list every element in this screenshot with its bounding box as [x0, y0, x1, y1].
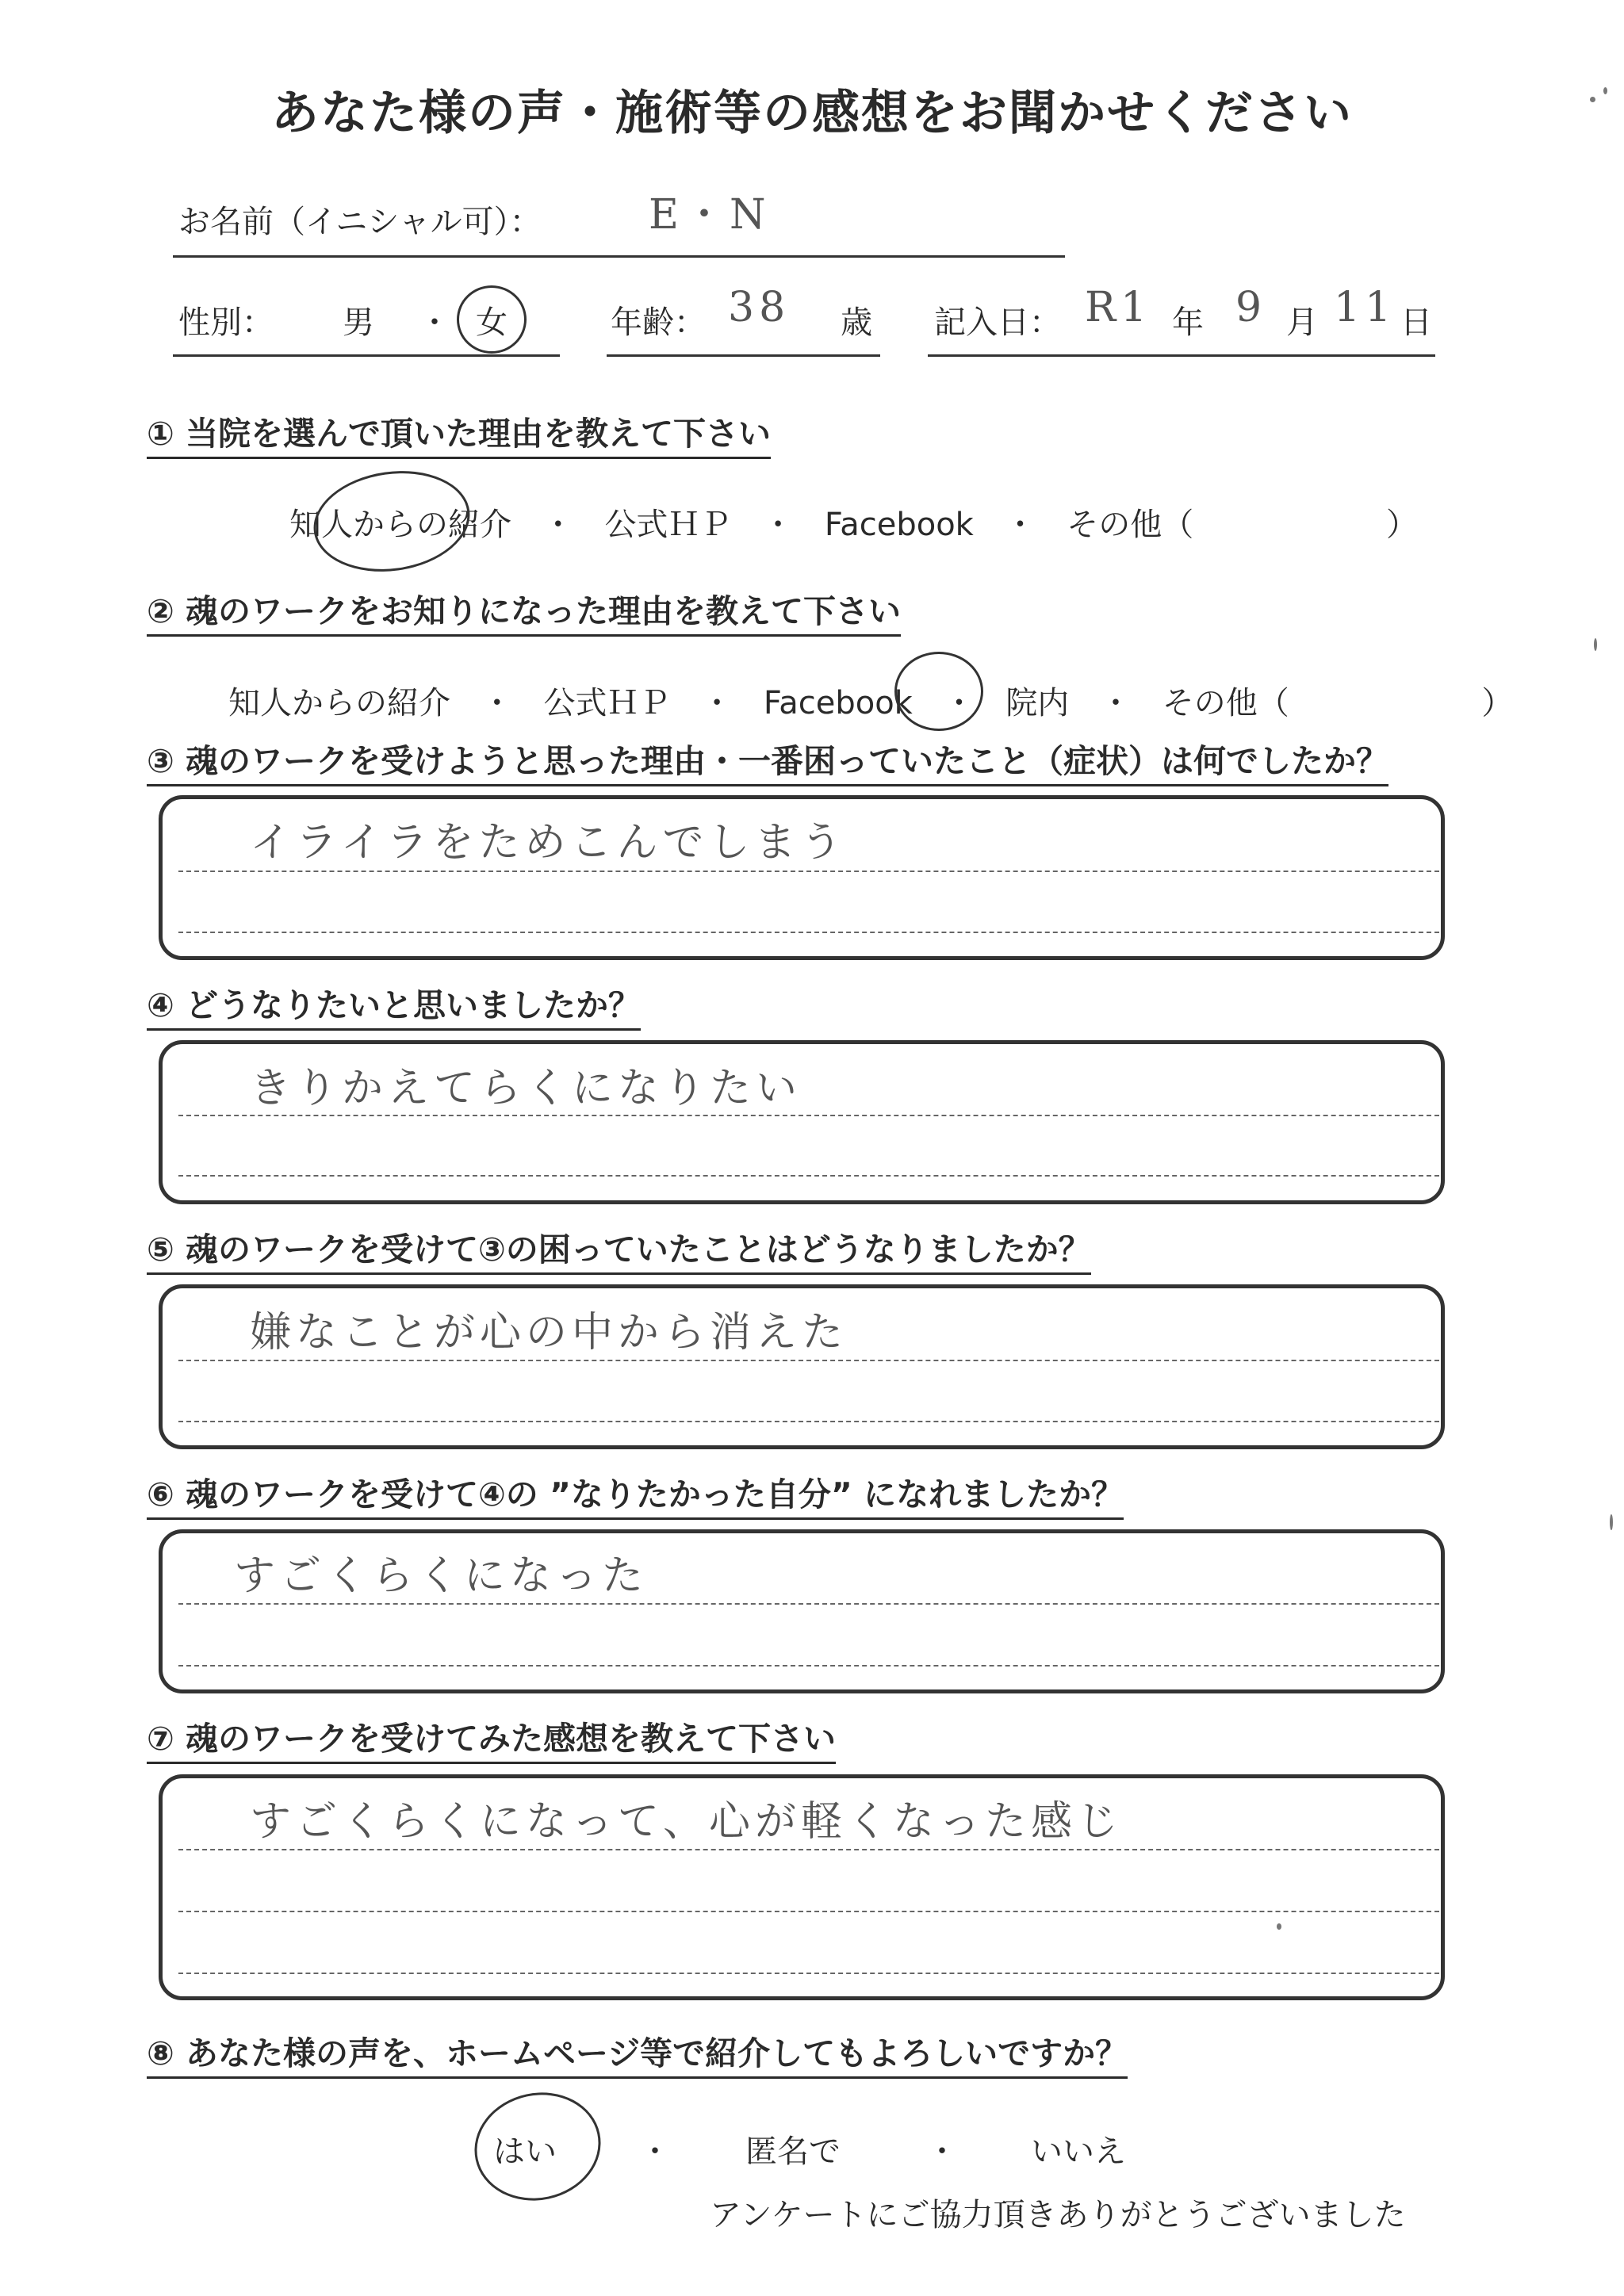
- question-2-options: [228, 678, 1534, 723]
- answer-6-text[interactable]: すごくらくになった: [234, 1552, 649, 1600]
- answer-line: [178, 1115, 1439, 1116]
- date-label: 記入日：: [934, 304, 1061, 341]
- option-separator: ・: [943, 685, 975, 721]
- name-value[interactable]: E・N: [649, 191, 771, 239]
- gender-underline: [173, 354, 560, 357]
- option-other-close: ）: [1481, 685, 1514, 721]
- date-month-unit: 月: [1286, 304, 1318, 341]
- option-official-hp[interactable]: 公式ＨＰ: [604, 507, 732, 543]
- answer-line: [178, 932, 1439, 933]
- answer-5-text[interactable]: 嫌なことが心の中から消えた: [250, 1309, 848, 1357]
- answer-line: [178, 1360, 1439, 1361]
- question-4-heading: ④ どうなりたいと思いましたか？: [147, 985, 641, 1031]
- option-separator: ・: [1004, 507, 1036, 543]
- scan-speck: [1594, 638, 1597, 651]
- question-3-heading: ③ 魂のワークを受けようと思った理由・一番困っていたこと（症状）は何でしたか？: [147, 741, 1388, 786]
- option-official-hp[interactable]: 公式ＨＰ: [543, 685, 671, 721]
- option-separator: ・: [542, 507, 574, 543]
- question-6-heading: ⑥ 魂のワークを受けて④の ”なりたかった自分” になれましたか？: [147, 1475, 1124, 1520]
- age-unit: 歳: [841, 304, 872, 341]
- date-month[interactable]: 9: [1235, 284, 1267, 331]
- option-other-close: ）: [1385, 507, 1418, 543]
- option-separator: ・: [926, 2133, 958, 2170]
- option-separator: ・: [481, 685, 513, 721]
- option-facebook[interactable]: Facebook: [763, 685, 913, 721]
- age-label: 年齢：: [611, 304, 706, 341]
- thank-you-message: アンケートにご協力頂きありがとうございました: [710, 2197, 1406, 2233]
- question-8-heading: ⑧ あなた様の声を、ホームページ等で紹介してもよろしいですか？: [147, 2034, 1128, 2079]
- scan-speck: [1610, 1514, 1613, 1530]
- consent-yes[interactable]: はい: [493, 2133, 557, 2170]
- answer-7-text[interactable]: すごくらくになって、心が軽くなった感じ: [250, 1798, 1123, 1846]
- age-value[interactable]: 38: [728, 284, 791, 331]
- answer-line: [178, 1849, 1439, 1850]
- option-referral[interactable]: 知人からの紹介: [228, 685, 450, 721]
- answer-4-text[interactable]: きりかえてらくになりたい: [250, 1065, 802, 1112]
- selection-circle: [307, 461, 476, 581]
- gender-label: 性別：: [178, 304, 274, 341]
- question-1-heading: ① 当院を選んで頂いた理由を教えて下さい: [147, 414, 771, 459]
- gender-option-female[interactable]: 女: [476, 304, 508, 341]
- option-facebook[interactable]: Facebook: [824, 507, 974, 543]
- answer-line: [178, 1665, 1439, 1667]
- answer-3-text[interactable]: イライラをためこんでしまう: [250, 819, 847, 867]
- gender-separator: ・: [419, 304, 450, 341]
- date-day[interactable]: 11: [1334, 284, 1396, 331]
- selection-circle: [465, 2081, 611, 2212]
- date-underline: [928, 354, 1435, 357]
- answer-line: [178, 871, 1439, 872]
- date-year-unit: 年: [1172, 304, 1204, 341]
- option-referral[interactable]: 知人からの紹介: [289, 507, 511, 543]
- answer-line: [178, 1603, 1439, 1605]
- option-separator: ・: [1099, 685, 1132, 721]
- option-separator: ・: [639, 2133, 671, 2170]
- gender-option-male[interactable]: 男: [343, 304, 374, 341]
- answer-line: [178, 1175, 1439, 1177]
- consent-no[interactable]: いいえ: [1031, 2133, 1126, 2170]
- date-day-unit: 日: [1400, 304, 1432, 341]
- answer-line: [178, 1421, 1439, 1422]
- scan-speck: [1603, 87, 1607, 94]
- option-separator: ・: [701, 685, 733, 721]
- option-separator: ・: [762, 507, 795, 543]
- age-underline: [607, 354, 880, 357]
- option-in-clinic[interactable]: 院内: [1005, 685, 1070, 721]
- selection-circle: [894, 652, 983, 731]
- name-underline: [173, 255, 1065, 258]
- page-title: あなた様の声・施術等の感想をお聞かせください: [271, 86, 1353, 141]
- question-2-heading: ② 魂のワークをお知りになった理由を教えて下さい: [147, 591, 901, 637]
- scan-speck: [1277, 1923, 1281, 1930]
- date-era[interactable]: R1: [1085, 284, 1152, 331]
- answer-line: [178, 1911, 1439, 1912]
- selection-circle: [457, 285, 527, 354]
- name-label: お名前（イニシャル可）：: [178, 204, 542, 240]
- option-other[interactable]: その他（: [1067, 507, 1194, 543]
- question-5-heading: ⑤ 魂のワークを受けて③の困っていたことはどうなりましたか？: [147, 1230, 1091, 1275]
- answer-line: [178, 1973, 1439, 1974]
- consent-anonymous[interactable]: 匿名で: [745, 2133, 841, 2170]
- option-other[interactable]: その他（: [1162, 685, 1289, 721]
- question-7-heading: ⑦ 魂のワークを受けてみた感想を教えて下さい: [147, 1719, 836, 1764]
- scan-speck: [1590, 97, 1595, 102]
